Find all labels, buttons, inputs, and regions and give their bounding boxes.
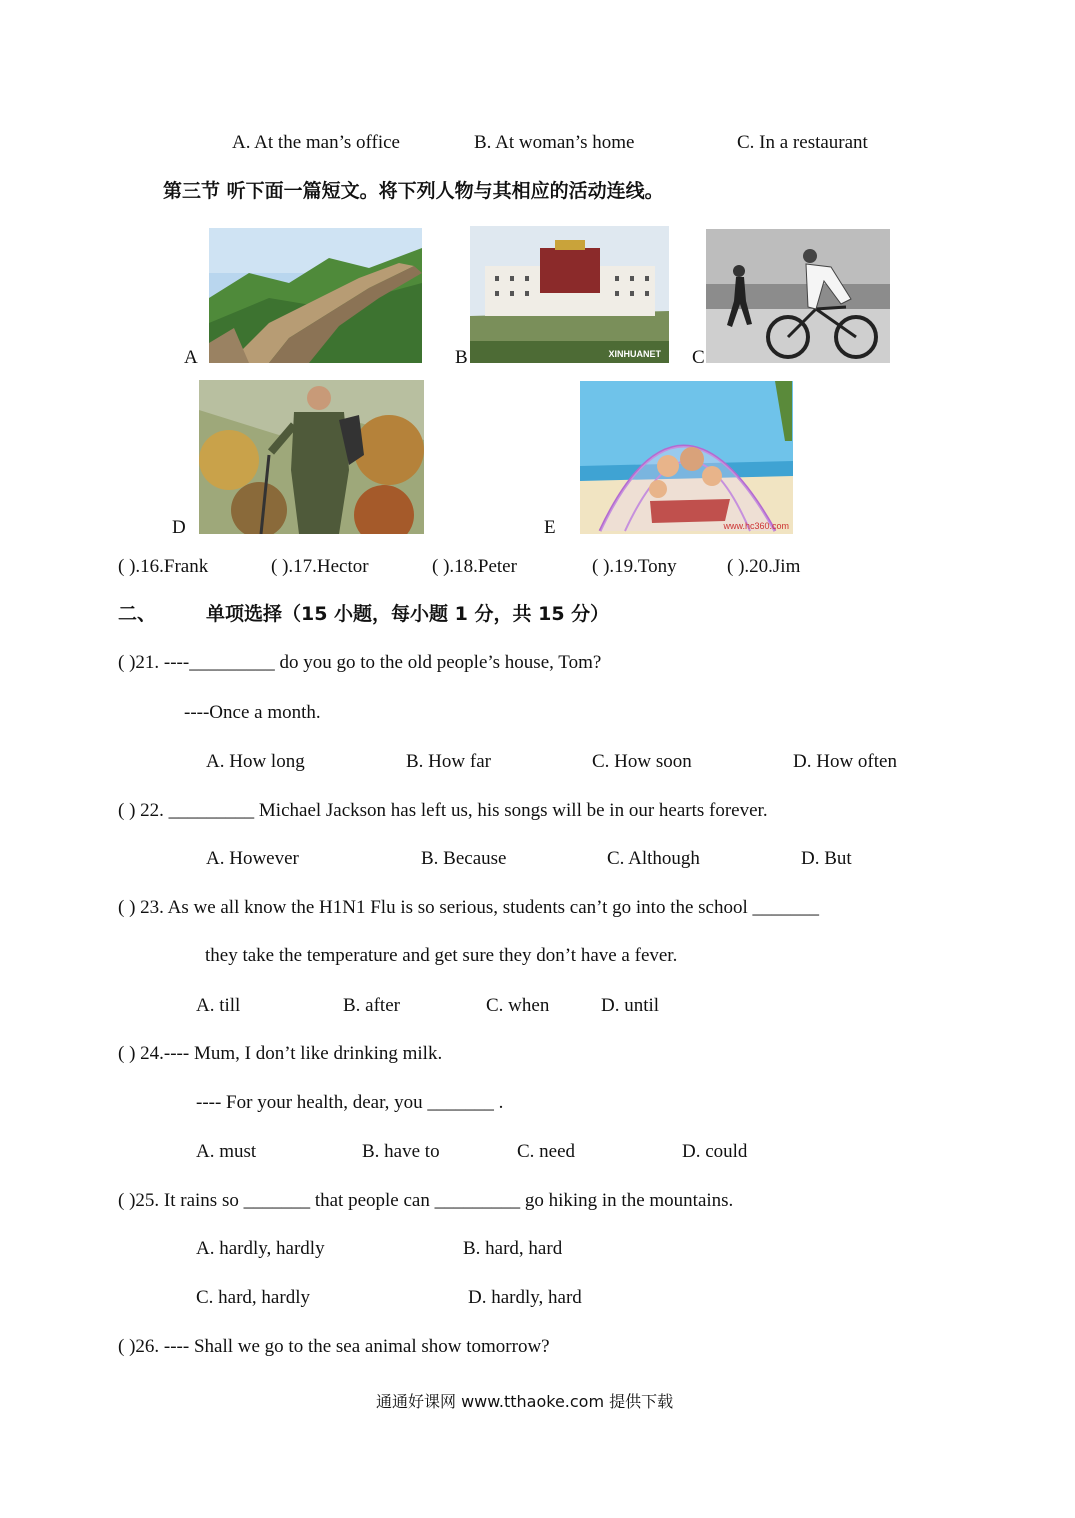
picture-c: [706, 229, 890, 363]
q25-option-d: D. hardly, hard: [468, 1287, 582, 1308]
q26-stem: ( )26. ---- Shall we go to the sea animal show tomorrow?: [118, 1336, 550, 1357]
picture-b-label: B: [455, 347, 468, 368]
q22-option-d: D. But: [801, 848, 852, 869]
part2-heading: 单项选择（15 小题，每小题 1 分，共 15 分）: [206, 603, 610, 625]
q22-option-b: B. Because: [421, 848, 507, 869]
q23-option-b: B. after: [343, 995, 400, 1016]
q21-option-d: D. How often: [793, 751, 897, 772]
q15-option-a: A. At the man’s office: [232, 132, 400, 153]
q15-option-b: B. At woman’s home: [474, 132, 635, 153]
picture-a: [209, 228, 422, 363]
q23-stem: ( ) 23. As we all know the H1N1 Flu is so serious, students can’t go into the school _______: [118, 897, 820, 918]
hc360-watermark: www.hc360.com: [723, 521, 789, 531]
picture-e: [580, 381, 793, 534]
match-item-17: ( ).17.Hector: [271, 556, 369, 577]
picture-d: [199, 380, 424, 534]
picture-a-label: A: [184, 347, 198, 368]
picture-e-label: E: [544, 517, 556, 538]
picture-d-label: D: [172, 517, 186, 538]
match-item-16: ( ).16.Frank: [118, 556, 209, 577]
family-tent-beach-photo-icon: [580, 381, 793, 534]
q22-stem: ( ) 22. _________ Michael Jackson has left us, his songs will be in our hearts forever.: [118, 800, 768, 821]
part2-number: 二、: [118, 603, 157, 625]
q24-stem: ( ) 24.---- Mum, I don’t like drinking milk.: [118, 1043, 443, 1064]
q25-option-c: C. hard, hardly: [196, 1287, 310, 1308]
q22-option-a: A. However: [206, 848, 299, 869]
match-item-20: ( ).20.Jim: [727, 556, 801, 577]
q24-option-a: A. must: [196, 1141, 257, 1162]
q23-stem-continued: they take the temperature and get sure they don’t have a fever.: [205, 945, 678, 966]
q24-option-d: D. could: [682, 1141, 748, 1162]
q25-option-b: B. hard, hard: [463, 1238, 563, 1259]
q25-stem: ( )25. It rains so _______ that people can _________ go hiking in the mountains.: [118, 1190, 734, 1211]
running-cycling-photo-icon: [706, 229, 890, 363]
q21-option-c: C. How soon: [592, 751, 692, 772]
hiker-photo-icon: [199, 380, 424, 534]
q25-option-a: A. hardly, hardly: [196, 1238, 325, 1259]
q23-option-d: D. until: [601, 995, 660, 1016]
picture-b: [470, 226, 669, 363]
xinhuanet-watermark: XINHUANET: [608, 349, 661, 359]
page-footer: 通通好课网 www.tthaoke.com 提供下载: [376, 1392, 674, 1411]
picture-c-label: C: [692, 347, 705, 368]
q24-option-c: C. need: [517, 1141, 576, 1162]
great-wall-photo-icon: [209, 228, 422, 363]
q21-option-a: A. How long: [206, 751, 305, 772]
q21-answer-line: ----Once a month.: [184, 702, 321, 723]
q23-option-a: A. till: [196, 995, 241, 1016]
potala-palace-photo-icon: [470, 226, 669, 363]
match-item-19: ( ).19.Tony: [592, 556, 677, 577]
q22-option-c: C. Although: [607, 848, 700, 869]
q24-answer-line: ---- For your health, dear, you _______ .: [196, 1092, 504, 1113]
q23-option-c: C. when: [486, 995, 550, 1016]
q21-option-b: B. How far: [406, 751, 491, 772]
q21-stem: ( )21. ----_________ do you go to the old people’s house, Tom?: [118, 652, 602, 673]
q15-option-c: C. In a restaurant: [737, 132, 868, 153]
q24-option-b: B. have to: [362, 1141, 440, 1162]
match-item-18: ( ).18.Peter: [432, 556, 517, 577]
section3-heading: 第三节 听下面一篇短文。将下列人物与其相应的活动连线。: [163, 180, 664, 202]
